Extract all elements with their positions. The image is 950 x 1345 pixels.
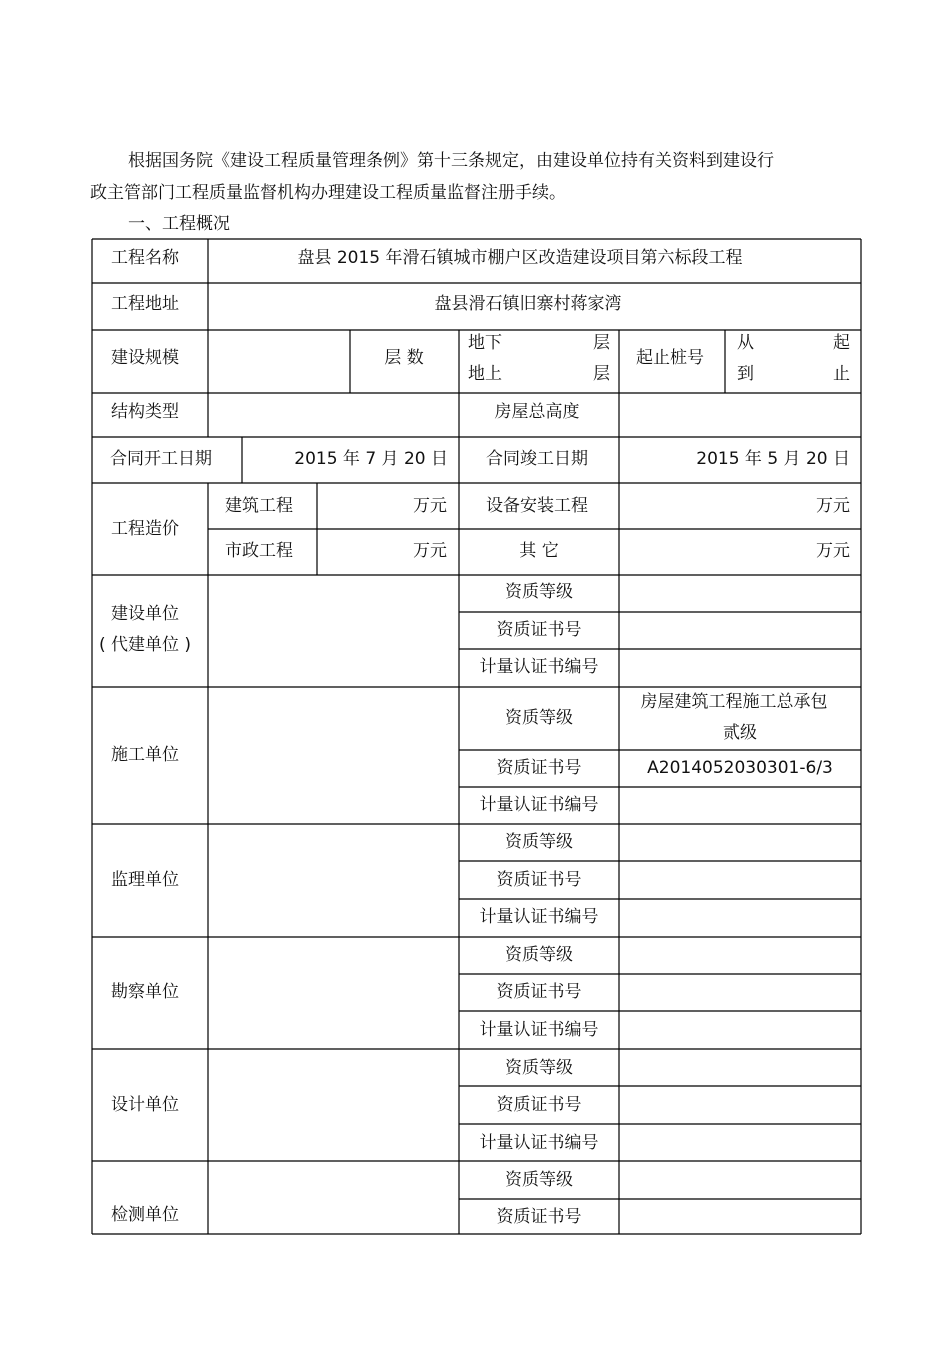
project-name-value: 盘县 2015 年滑石镇城市棚户区改造建设项目第六标段工程 bbox=[297, 248, 743, 268]
contractor-label: 施工单位 bbox=[111, 745, 179, 765]
station-to: 到 bbox=[737, 364, 754, 384]
end-date-value: 2015 年 5 月 20 日 bbox=[696, 449, 850, 469]
equipment-cost-unit: 万元 bbox=[816, 496, 850, 516]
aboveground-unit: 层 bbox=[593, 364, 610, 384]
start-date-value: 2015 年 7 月 20 日 bbox=[294, 449, 448, 469]
survey-label: 勘察单位 bbox=[111, 982, 179, 1002]
aboveground-label: 地上 bbox=[468, 364, 502, 384]
owner-qual-grade-label: 资质等级 bbox=[505, 582, 573, 602]
owner-qual-cert-label: 资质证书号 bbox=[496, 620, 582, 640]
project-address-label: 工程地址 bbox=[111, 294, 179, 314]
underground-unit: 层 bbox=[593, 333, 610, 353]
cost-label: 工程造价 bbox=[111, 519, 179, 539]
contractor-grade-line1: 房屋建筑工程施工总承包 bbox=[640, 692, 828, 712]
testing-qual-grade-label: 资质等级 bbox=[505, 1170, 573, 1190]
supervisor-label: 监理单位 bbox=[111, 870, 179, 890]
scale-label: 建设规模 bbox=[111, 348, 179, 368]
owner-meas-cert-label: 计量认证书编号 bbox=[479, 657, 599, 677]
intro-line-2: 政主管部门工程质量监督机构办理建设工程质量监督注册手续。 bbox=[90, 183, 566, 203]
contractor-cert-no: A2014052030301-6/3 bbox=[647, 758, 833, 778]
end-date-label: 合同竣工日期 bbox=[486, 449, 588, 469]
testing-qual-cert-label: 资质证书号 bbox=[496, 1207, 582, 1227]
other-cost-label: 其 它 bbox=[519, 541, 559, 561]
floors-label: 层 数 bbox=[384, 348, 424, 368]
design-label: 设计单位 bbox=[111, 1095, 179, 1115]
other-cost-unit: 万元 bbox=[816, 541, 850, 561]
project-name-label: 工程名称 bbox=[111, 248, 179, 268]
station-start: 起 bbox=[833, 333, 850, 353]
municipal-cost-unit: 万元 bbox=[413, 541, 447, 561]
survey-qual-cert-label: 资质证书号 bbox=[496, 982, 582, 1002]
underground-label: 地下 bbox=[468, 333, 502, 353]
design-qual-cert-label: 资质证书号 bbox=[496, 1095, 582, 1115]
survey-meas-cert-label: 计量认证书编号 bbox=[479, 1020, 599, 1040]
contractor-grade-line2: 贰级 bbox=[723, 723, 757, 743]
design-meas-cert-label: 计量认证书编号 bbox=[479, 1133, 599, 1153]
equipment-cost-label: 设备安装工程 bbox=[486, 496, 588, 516]
structure-label: 结构类型 bbox=[111, 402, 179, 422]
contractor-qual-grade-label: 资质等级 bbox=[505, 708, 573, 728]
section-title: 一、工程概况 bbox=[128, 214, 230, 234]
intro-line-1: 根据国务院《建设工程质量管理条例》第十三条规定，由建设单位持有关资料到建设行 bbox=[128, 151, 774, 171]
project-address-value: 盘县滑石镇旧寨村蒋家湾 bbox=[434, 294, 622, 314]
supervisor-meas-cert-label: 计量认证书编号 bbox=[479, 907, 599, 927]
station-label: 起止桩号 bbox=[636, 348, 704, 368]
station-end: 止 bbox=[833, 364, 850, 384]
building-cost-unit: 万元 bbox=[413, 496, 447, 516]
contractor-qual-cert-label: 资质证书号 bbox=[496, 758, 582, 778]
supervisor-qual-cert-label: 资质证书号 bbox=[496, 870, 582, 890]
contractor-meas-cert-label: 计量认证书编号 bbox=[479, 795, 599, 815]
design-qual-grade-label: 资质等级 bbox=[505, 1058, 573, 1078]
testing-label: 检测单位 bbox=[111, 1205, 179, 1225]
building-cost-label: 建筑工程 bbox=[225, 496, 293, 516]
municipal-cost-label: 市政工程 bbox=[225, 541, 293, 561]
station-from: 从 bbox=[737, 333, 754, 353]
height-label: 房屋总高度 bbox=[494, 402, 580, 422]
owner-label: 建设单位 bbox=[111, 604, 179, 624]
start-date-label: 合同开工日期 bbox=[110, 449, 212, 469]
owner-sub-label: ( 代建单位 ) bbox=[98, 635, 192, 655]
supervisor-qual-grade-label: 资质等级 bbox=[505, 832, 573, 852]
survey-qual-grade-label: 资质等级 bbox=[505, 945, 573, 965]
